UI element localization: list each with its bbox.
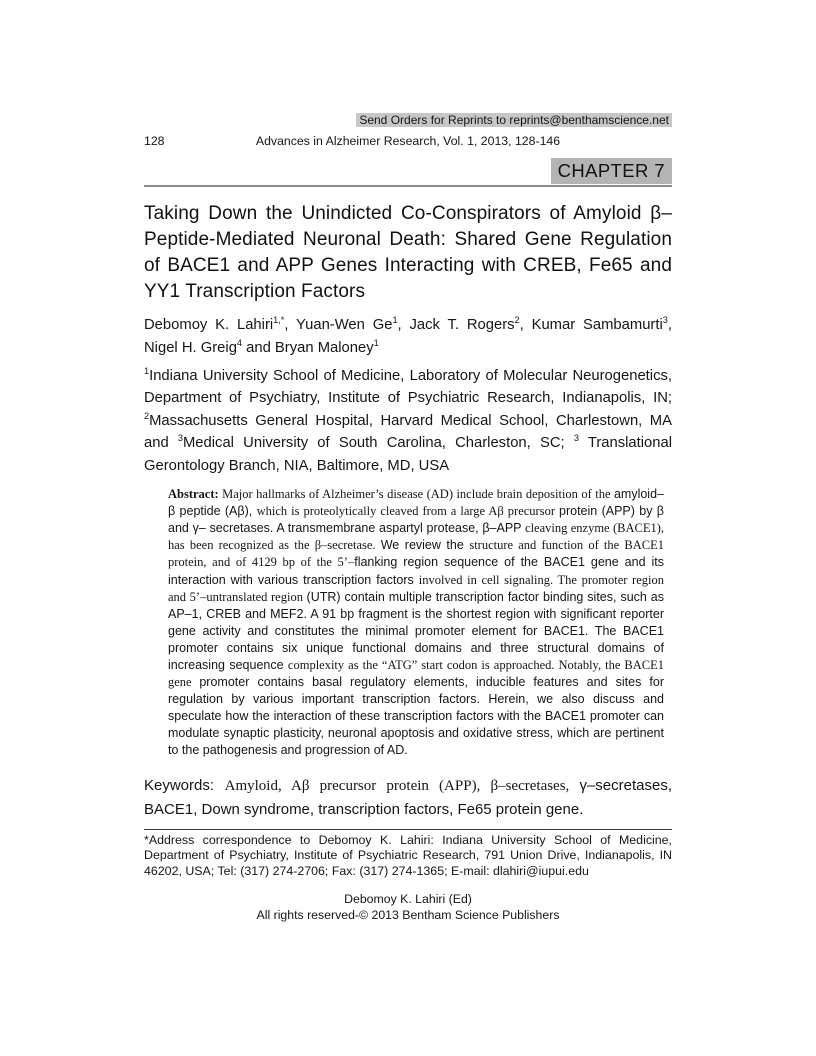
- page-content: [144, 112, 672, 923]
- author-list: Debomoy K. Lahiri$^{1,*}$, Yuan-Wen Ge$^1$, Jack T. Rogers$^2$, Kumar Sambamurti$^3$, Nigel H. Greig$^4$ and Bryan Maloney$^1$: [144, 315, 672, 356]
- chapter-title: Taking Down the Unindicted Co-Conspirators of Amyloid β–Peptide-Mediated Neuronal Death: Shared Gene Regulation of BACE1 and APP Genes Interacting with CREB, Fe65 and YY1 Transcription Factors: [144, 203, 672, 302]
- chapter-badge: CHAPTER 7: [551, 158, 672, 184]
- keywords: Keywords: Amyloid, Aβ precursor protein (APP), β–secretases, γ–secretases, BACE1, Down syndrome, transcription factors, Fe65 protein gene.: [144, 776, 673, 818]
- affiliations: $^1$Indiana University School of Medicine, Laboratory of Molecular Neurogenetics, Department of Psychiatry, Institute of Psychiatric Research, Indianapolis, IN; $^2$Massachusetts General Hospital, Harvard Medical School, Charlestown, MA and $^3$Medical University of South Carolina, Charleston, SC; $^3$ Translational Gerontology Branch, NIA, Baltimore, MD, USA: [144, 366, 672, 474]
- journal-info: Advances in Alzheimer Research, Vol. 1, 2013, 128-146: [255, 134, 561, 148]
- reprint-notice: [144, 112, 672, 128]
- page-footer: [144, 891, 672, 923]
- correspondence-footnote: *Address correspondence to Debomoy K. Lahiri: Indiana University School of Medicine, Department of Psychiatry, Institute of Psychiatric Research, 791 Union Drive, Indianapolis, IN 46202, USA; Tel: (317) 274-2706; Fax: (317) 274-1365; E-mail: dlahiri@iupui.edu: [144, 829, 672, 880]
- reprint-notice-text: Send Orders for Reprints to reprints@benthamscience.net: [356, 113, 672, 127]
- header-rule: [144, 185, 672, 187]
- chapter-row: [144, 158, 672, 184]
- footer-rights: All rights reserved-© 2013 Bentham Science Publishers: [256, 908, 560, 923]
- running-head: [144, 134, 672, 149]
- page-number: 128: [144, 134, 165, 148]
- abstract: Abstract: Major hallmarks of Alzheimer’s disease (AD) include brain deposition of the amyloid–β peptide (Aβ), which is proteolytically cleaved from a large Aβ precursor protein (APP) by β and γ– secretases. A transmembrane aspartyl protease, β–APP cleaving enzyme (BACE1), has been recognized as the β–secretase. We review the structure and function of the BACE1 protein, and of 4129 bp of the 5’–flanking region sequence of the BACE1 gene and its interaction with various transcription factors involved in cell signaling. The promoter region and 5’–untranslated region (UTR) contain multiple transcription factor binding sites, such as AP–1, CREB and MEF2. A 91 bp fragment is the shortest region with significant reporter gene activity and constitutes the minimal promoter element for BACE1. The BACE1 promoter contains six unique functional domains and three structural domains of increasing sequence complexity as the “ATG” start codon is approached. Notably, the BACE1 gene promoter contains basal regulatory elements, inducible features and sites for regulation by various important transcription factors. Herein, we also discuss and speculate how the interaction of these transcription factors with the BACE1 promoter can modulate synaptic plasticity, neuronal apoptosis and oxidative stress, which are pertinent to the pathogenesis and progression of AD.: [168, 487, 664, 758]
- footer-editor: Debomoy K. Lahiri (Ed): [344, 892, 472, 907]
